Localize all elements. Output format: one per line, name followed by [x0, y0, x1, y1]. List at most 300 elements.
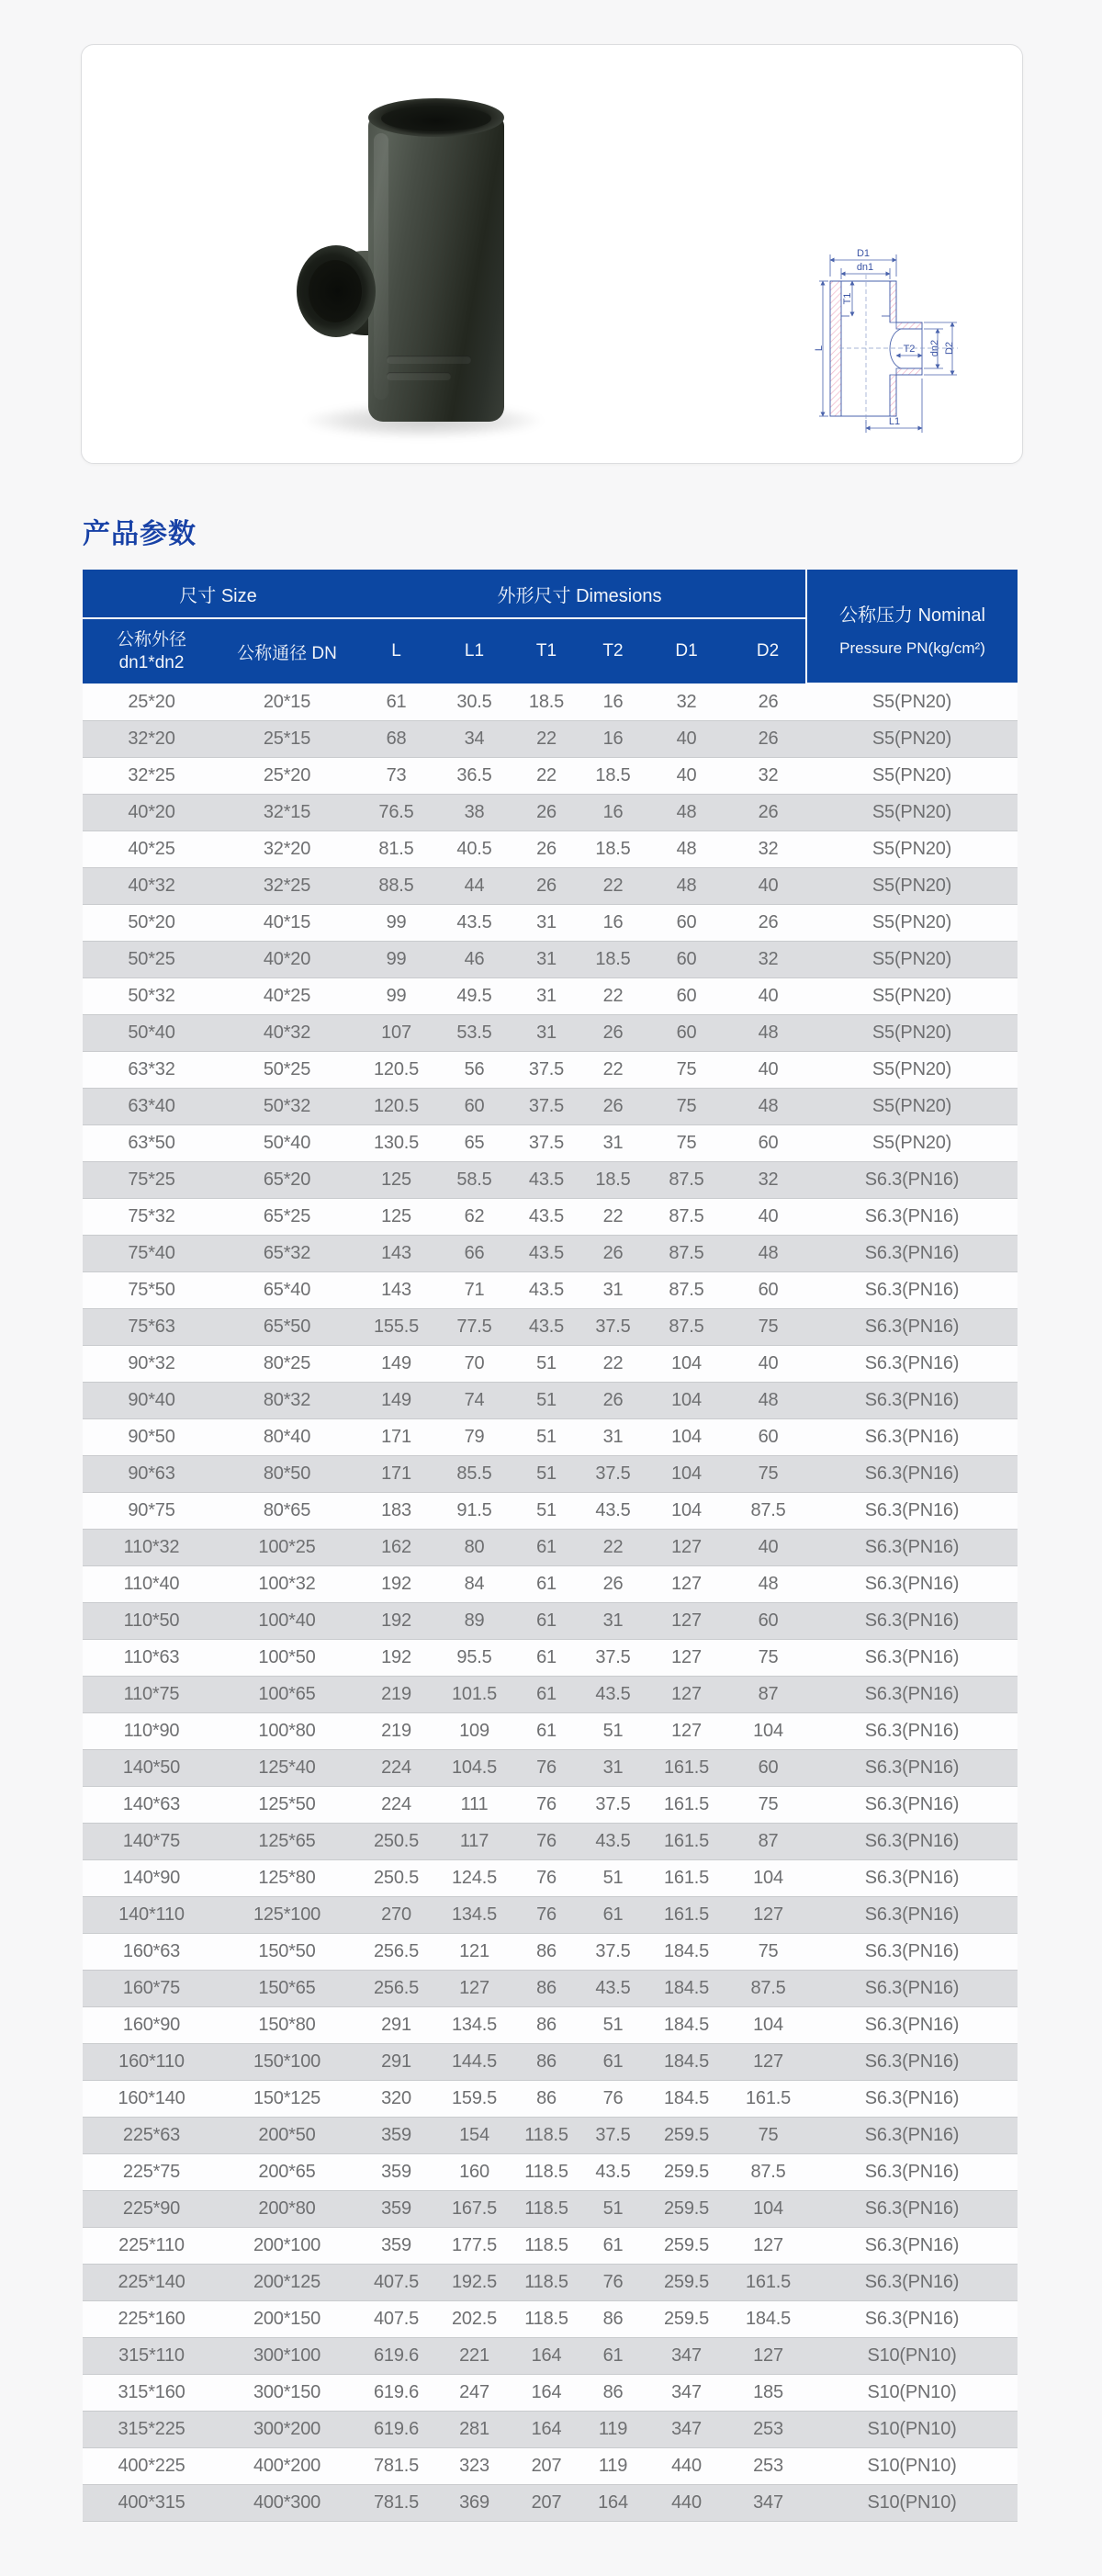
spec-cell: 347 — [753, 2492, 783, 2513]
spec-cell: 130.5 — [373, 1133, 420, 1153]
spec-cell: 315*110 — [118, 2345, 185, 2366]
spec-cell: 50*32 — [128, 986, 175, 1006]
label-dn2: dn2 — [929, 339, 940, 357]
spec-cell: S6.3(PN16) — [864, 1757, 960, 1778]
spec-cell: 159.5 — [451, 2088, 498, 2108]
spec-cell: 100*65 — [258, 1684, 316, 1704]
spec-cell: 369 — [459, 2492, 489, 2513]
spec-cell: 104 — [671, 1353, 702, 1373]
spec-cell: 60 — [758, 1280, 779, 1300]
spec-cell: S6.3(PN16) — [864, 1390, 960, 1410]
table-row — [83, 1236, 1018, 1272]
spec-cell: 22 — [602, 1537, 624, 1557]
spec-cell: 76 — [536, 1904, 557, 1925]
spec-cell: 259.5 — [663, 2272, 710, 2292]
spec-cell: 43.5 — [456, 912, 492, 932]
spec-cell: 75 — [758, 2125, 779, 2145]
spec-cell: 22 — [536, 729, 557, 749]
spec-cell: S6.3(PN16) — [864, 2088, 960, 2108]
spec-cell: S6.3(PN16) — [864, 2235, 960, 2255]
spec-cell: S6.3(PN16) — [864, 1978, 960, 1998]
table-row — [83, 2301, 1018, 2338]
spec-cell: 259.5 — [663, 2162, 710, 2182]
spec-cell: S6.3(PN16) — [864, 2198, 960, 2219]
spec-cell: 60 — [758, 1133, 779, 1153]
spec-cell: 31 — [602, 1427, 624, 1447]
spec-cell: 192.5 — [451, 2272, 498, 2292]
spec-cell: 167.5 — [451, 2198, 498, 2219]
spec-cell: 149 — [381, 1353, 411, 1373]
spec-cell: 253 — [753, 2419, 783, 2439]
spec-cell: 48 — [676, 802, 697, 822]
spec-cell: 259.5 — [663, 2198, 710, 2219]
spec-cell: 75*40 — [128, 1243, 175, 1263]
spec-cell: 26 — [602, 1096, 624, 1116]
spec-cell: 140*90 — [122, 1868, 181, 1888]
spec-cell: 225*90 — [122, 2198, 181, 2219]
spec-cell: 440 — [671, 2492, 702, 2513]
table-row — [83, 1493, 1018, 1530]
spec-cell: 50*40 — [263, 1133, 311, 1153]
spec-cell: 43.5 — [595, 1500, 631, 1520]
spec-cell: 270 — [381, 1904, 411, 1925]
spec-cell: 61 — [602, 2345, 624, 2366]
spec-cell: 25*20 — [128, 691, 175, 712]
spec-cell: 619.6 — [373, 2345, 420, 2366]
spec-cell: 118.5 — [524, 2235, 568, 2255]
spec-cell: 56 — [464, 1059, 485, 1079]
spec-cell: 125 — [381, 1206, 411, 1226]
spec-cell: 22 — [602, 1353, 624, 1373]
spec-cell: 75 — [758, 1463, 779, 1484]
spec-cell: 76 — [536, 1831, 557, 1851]
spec-cell: 40*15 — [263, 912, 311, 932]
spec-cell: 37.5 — [595, 1941, 631, 1961]
spec-cell: 134.5 — [451, 2015, 498, 2035]
spec-cell: 104.5 — [451, 1757, 498, 1778]
label-T2: T2 — [903, 344, 916, 355]
spec-cell: 160*110 — [118, 2051, 185, 2072]
spec-cell: 440 — [671, 2456, 702, 2476]
spec-cell: 161.5 — [663, 1868, 710, 1888]
spec-cell: 104 — [753, 2198, 783, 2219]
spec-cell: 51 — [602, 2015, 624, 2035]
spec-cell: 110*75 — [123, 1684, 180, 1704]
spec-cell: 40.5 — [456, 839, 492, 859]
spec-cell: 81.5 — [378, 839, 414, 859]
spec-cell: S6.3(PN16) — [864, 1647, 960, 1667]
spec-cell: 22 — [536, 765, 557, 785]
spec-cell: S6.3(PN16) — [864, 1243, 960, 1263]
spec-cell: 225*160 — [118, 2309, 186, 2329]
label-dn1: dn1 — [856, 262, 874, 273]
spec-cell: 49.5 — [456, 986, 492, 1006]
spec-cell: S10(PN10) — [867, 2345, 957, 2366]
spec-cell: 127 — [671, 1721, 702, 1741]
spec-cell: S6.3(PN16) — [864, 1574, 960, 1594]
table-row — [83, 1603, 1018, 1640]
spec-cell: 16 — [602, 729, 624, 749]
spec-cell: 315*225 — [118, 2419, 186, 2439]
spec-cell: 134.5 — [451, 1904, 498, 1925]
label-T1: T1 — [842, 292, 853, 305]
spec-cell: 90*63 — [128, 1463, 175, 1484]
spec-cell: 164 — [531, 2382, 562, 2402]
table-row — [83, 2081, 1018, 2118]
header-group-size: 尺寸 Size — [83, 570, 354, 618]
table-row — [83, 1530, 1018, 1566]
spec-cell: S5(PN20) — [871, 839, 952, 859]
spec-cell: 119 — [598, 2419, 628, 2439]
spec-cell: S10(PN10) — [867, 2492, 957, 2513]
spec-cell: 75 — [676, 1133, 697, 1153]
spec-cell: 16 — [602, 912, 624, 932]
product-media-card — [81, 44, 1023, 464]
spec-cell: 125*50 — [258, 1794, 316, 1814]
table-row — [83, 1162, 1018, 1199]
spec-cell: 99 — [386, 986, 407, 1006]
label-L: L — [814, 345, 825, 352]
spec-cell: 18.5 — [595, 949, 631, 969]
spec-cell: 34 — [464, 729, 485, 749]
spec-cell: 183 — [381, 1500, 411, 1520]
spec-cell: 61 — [536, 1610, 557, 1631]
spec-cell: 26 — [758, 912, 779, 932]
spec-cell: 75 — [758, 1647, 779, 1667]
spec-cell: 87.5 — [750, 1500, 786, 1520]
spec-cell: 124.5 — [451, 1868, 498, 1888]
spec-cell: 80*32 — [263, 1390, 311, 1410]
table-row — [83, 942, 1018, 978]
spec-cell: S6.3(PN16) — [864, 1316, 960, 1337]
spec-cell: 300*200 — [253, 2419, 321, 2439]
spec-cell: 107 — [381, 1022, 411, 1043]
spec-cell: 160*75 — [122, 1978, 181, 1998]
header-col-L1: L1 — [439, 618, 510, 684]
spec-cell: 37.5 — [595, 2125, 631, 2145]
spec-cell: 347 — [671, 2382, 702, 2402]
header-col-L: L — [354, 618, 439, 684]
spec-cell: 171 — [381, 1427, 411, 1447]
spec-cell: 101.5 — [451, 1684, 498, 1704]
table-row — [83, 1750, 1018, 1787]
spec-cell: 51 — [536, 1463, 557, 1484]
spec-cell: 87.5 — [669, 1206, 704, 1226]
spec-cell: S6.3(PN16) — [864, 2125, 960, 2145]
spec-cell: 619.6 — [373, 2382, 420, 2402]
spec-cell: 31 — [536, 949, 557, 969]
spec-cell: 89 — [464, 1610, 485, 1631]
spec-cell: 202.5 — [451, 2309, 498, 2329]
spec-cell: 250.5 — [373, 1831, 420, 1851]
spec-cell: 291 — [381, 2051, 411, 2072]
table-row — [83, 1860, 1018, 1897]
spec-cell: 184.5 — [745, 2309, 792, 2329]
spec-cell: 100*40 — [258, 1610, 316, 1631]
spec-cell: 87.5 — [669, 1316, 704, 1337]
spec-cell: 224 — [381, 1794, 411, 1814]
table-row — [83, 831, 1018, 868]
spec-cell: 140*75 — [122, 1831, 181, 1851]
spec-cell: 259.5 — [663, 2309, 710, 2329]
spec-cell: 127 — [671, 1684, 702, 1704]
table-row — [83, 1566, 1018, 1603]
spec-cell: S5(PN20) — [871, 765, 952, 785]
spec-cell: 256.5 — [373, 1941, 420, 1961]
spec-cell: 63*40 — [128, 1096, 175, 1116]
spec-cell: 125*40 — [258, 1757, 316, 1778]
spec-cell: 60 — [676, 949, 697, 969]
spec-cell: 161.5 — [745, 2088, 792, 2108]
spec-cell: 85.5 — [456, 1463, 492, 1484]
spec-cell: 48 — [676, 876, 697, 896]
spec-cell: 86 — [536, 2088, 557, 2108]
table-row — [83, 1897, 1018, 1934]
spec-cell: 75 — [758, 1794, 779, 1814]
spec-cell: 37.5 — [595, 1647, 631, 1667]
spec-cell: 26 — [758, 691, 779, 712]
spec-cell: 100*25 — [258, 1537, 316, 1557]
spec-cell: 184.5 — [663, 2051, 710, 2072]
spec-cell: 66 — [464, 1243, 485, 1263]
spec-cell: 200*80 — [258, 2198, 316, 2219]
table-row — [83, 1052, 1018, 1089]
spec-cell: 161.5 — [663, 1831, 710, 1851]
spec-cell: S6.3(PN16) — [864, 1206, 960, 1226]
table-row — [83, 2338, 1018, 2375]
spec-cell: 160 — [459, 2162, 489, 2182]
spec-cell: 125*65 — [258, 1831, 316, 1851]
spec-cell: 80*50 — [263, 1463, 311, 1484]
spec-cell: 51 — [602, 2198, 624, 2219]
spec-cell: 50*32 — [263, 1096, 311, 1116]
spec-cell: 40*25 — [128, 839, 175, 859]
spec-cell: 144.5 — [451, 2051, 498, 2072]
spec-cell: 65*40 — [263, 1280, 311, 1300]
table-row — [83, 1015, 1018, 1052]
spec-cell: 40 — [758, 986, 779, 1006]
spec-cell: 60 — [676, 986, 697, 1006]
spec-cell: 40 — [676, 765, 697, 785]
spec-cell: 87 — [758, 1684, 779, 1704]
table-row — [83, 2191, 1018, 2228]
embossed-marking — [387, 372, 451, 380]
spec-cell: 259.5 — [663, 2235, 710, 2255]
spec-cell: 110*63 — [123, 1647, 180, 1667]
spec-cell: 149 — [381, 1390, 411, 1410]
spec-cell: 127 — [671, 1647, 702, 1667]
spec-cell: 87.5 — [669, 1280, 704, 1300]
spec-cell: 61 — [536, 1537, 557, 1557]
spec-cell: 43.5 — [528, 1316, 565, 1337]
spec-cell: 51 — [536, 1427, 557, 1447]
spec-cell: 161.5 — [745, 2272, 792, 2292]
spec-cell: 104 — [671, 1500, 702, 1520]
spec-cell: 40 — [758, 1059, 779, 1079]
spec-cell: 86 — [536, 1941, 557, 1961]
spec-cell: S5(PN20) — [871, 986, 952, 1006]
spec-cell: 16 — [602, 802, 624, 822]
spec-cell: 25*15 — [263, 729, 311, 749]
spec-cell: 90*32 — [128, 1353, 175, 1373]
spec-cell: 192 — [381, 1647, 411, 1667]
spec-cell: 143 — [381, 1243, 411, 1263]
spec-cell: 62 — [464, 1206, 485, 1226]
table-row — [83, 868, 1018, 905]
spec-cell: 22 — [602, 1206, 624, 1226]
spec-cell: 150*80 — [258, 2015, 316, 2035]
spec-cell: S6.3(PN16) — [864, 2015, 960, 2035]
spec-cell: 60 — [676, 1022, 697, 1043]
spec-cell: 99 — [386, 949, 407, 969]
spec-cell: 32 — [758, 949, 779, 969]
spec-cell: 99 — [386, 912, 407, 932]
table-row — [83, 2044, 1018, 2081]
spec-cell: 26 — [602, 1390, 624, 1410]
spec-cell: 71 — [464, 1280, 485, 1300]
spec-cell: 259.5 — [663, 2125, 710, 2145]
spec-cell: 32 — [758, 839, 779, 859]
spec-cell: 184.5 — [663, 1978, 710, 1998]
spec-cell: 37.5 — [528, 1059, 565, 1079]
spec-cell: 127 — [671, 1537, 702, 1557]
spec-cell: S10(PN10) — [867, 2419, 957, 2439]
table-row — [83, 1456, 1018, 1493]
table-row — [83, 1089, 1018, 1125]
spec-cell: 37.5 — [528, 1096, 565, 1116]
spec-cell: 58.5 — [456, 1169, 492, 1190]
spec-cell: 48 — [758, 1390, 779, 1410]
spec-cell: 111 — [460, 1794, 489, 1814]
spec-cell: S6.3(PN16) — [864, 2272, 960, 2292]
spec-cell: 95.5 — [456, 1647, 492, 1667]
spec-cell: 75*32 — [128, 1206, 175, 1226]
spec-cell: 75 — [676, 1096, 697, 1116]
spec-cell: 104 — [753, 2015, 783, 2035]
spec-cell: 26 — [536, 802, 557, 822]
spec-cell: 253 — [753, 2456, 783, 2476]
spec-cell: 74 — [464, 1390, 485, 1410]
header-col-T2: T2 — [583, 618, 643, 684]
header-col-T1: T1 — [510, 618, 583, 684]
spec-cell: 150*100 — [253, 2051, 321, 2072]
spec-cell: S6.3(PN16) — [864, 1169, 960, 1190]
spec-cell: 37.5 — [595, 1316, 631, 1337]
spec-cell: 88.5 — [378, 876, 414, 896]
table-row — [83, 795, 1018, 831]
spec-cell: 320 — [381, 2088, 411, 2108]
spec-cell: 80*65 — [263, 1500, 311, 1520]
spec-cell: 118.5 — [524, 2309, 568, 2329]
spec-cell: 26 — [602, 1574, 624, 1594]
spec-cell: S6.3(PN16) — [864, 1794, 960, 1814]
spec-cell: 86 — [536, 1978, 557, 1998]
pressure-header-line2: Pressure PN(kg/cm²) — [839, 639, 985, 657]
spec-cell: 79 — [464, 1427, 485, 1447]
spec-cell: 75 — [676, 1059, 697, 1079]
spec-cell: 26 — [758, 802, 779, 822]
spec-cell: 127 — [753, 1904, 783, 1925]
spec-cell: 400*315 — [118, 2492, 186, 2513]
spec-cell: 37.5 — [528, 1133, 565, 1153]
table-row — [83, 2265, 1018, 2301]
spec-cell: 125 — [381, 1169, 411, 1190]
header-group-pressure — [806, 570, 1018, 684]
spec-cell: 104 — [671, 1427, 702, 1447]
spec-cell: 61 — [602, 2051, 624, 2072]
header-col-D2: D2 — [730, 618, 806, 684]
spec-cell: 18.5 — [595, 765, 631, 785]
spec-cell: 40 — [758, 1353, 779, 1373]
spec-cell: 76 — [602, 2088, 624, 2108]
spec-cell: S6.3(PN16) — [864, 1868, 960, 1888]
spec-cell: S5(PN20) — [871, 876, 952, 896]
spec-cell: 117 — [459, 1831, 489, 1851]
spec-cell: 225*63 — [122, 2125, 181, 2145]
spec-cell: 781.5 — [373, 2456, 420, 2476]
spec-cell: 68 — [386, 729, 407, 749]
spec-cell: 150*50 — [258, 1941, 316, 1961]
spec-cell: S5(PN20) — [871, 802, 952, 822]
spec-cell: 63*32 — [128, 1059, 175, 1079]
spec-cell: 359 — [381, 2162, 411, 2182]
spec-cell: 207 — [531, 2492, 562, 2513]
spec-cell: 224 — [381, 1757, 411, 1778]
table-row — [83, 1824, 1018, 1860]
spec-cell: 86 — [602, 2309, 624, 2329]
table-row — [83, 2485, 1018, 2522]
spec-cell: 60 — [676, 912, 697, 932]
spec-cell: 104 — [753, 1721, 783, 1741]
table-row — [83, 1125, 1018, 1162]
spec-cell: 127 — [671, 1610, 702, 1631]
spec-cell: 118.5 — [524, 2125, 568, 2145]
section-title: 产品参数 — [83, 519, 197, 549]
spec-cell: 87 — [758, 1831, 779, 1851]
spec-cell: 60 — [758, 1610, 779, 1631]
header-col-outer-diameter — [83, 618, 220, 684]
spec-cell: 127 — [753, 2345, 783, 2366]
spec-cell: 407.5 — [373, 2309, 420, 2329]
spec-cell: 31 — [536, 1022, 557, 1043]
spec-cell: 40 — [676, 729, 697, 749]
spec-cell: 50*40 — [128, 1022, 175, 1043]
spec-cell: 50*20 — [128, 912, 175, 932]
table-row — [83, 1677, 1018, 1713]
spec-cell: 200*150 — [253, 2309, 321, 2329]
spec-cell: 18.5 — [595, 1169, 631, 1190]
spec-cell: 65 — [464, 1133, 485, 1153]
spec-cell: 26 — [602, 1022, 624, 1043]
spec-cell: 60 — [758, 1427, 779, 1447]
spec-cell: 36.5 — [456, 765, 492, 785]
spec-cell: 75*50 — [128, 1280, 175, 1300]
table-row — [83, 2007, 1018, 2044]
spec-cell: S10(PN10) — [867, 2456, 957, 2476]
spec-cell: 86 — [602, 2382, 624, 2402]
spec-cell: 164 — [598, 2492, 628, 2513]
spec-cell: 86 — [536, 2051, 557, 2072]
label-D2: D2 — [944, 341, 955, 356]
spec-cell: 40*32 — [128, 876, 175, 896]
spec-cell: 43.5 — [595, 1684, 631, 1704]
table-row — [83, 721, 1018, 758]
spec-cell: 50*25 — [263, 1059, 311, 1079]
spec-cell: 76 — [602, 2272, 624, 2292]
spec-cell: 65*20 — [263, 1169, 311, 1190]
spec-cell: 40 — [758, 876, 779, 896]
spec-cell: 51 — [536, 1390, 557, 1410]
